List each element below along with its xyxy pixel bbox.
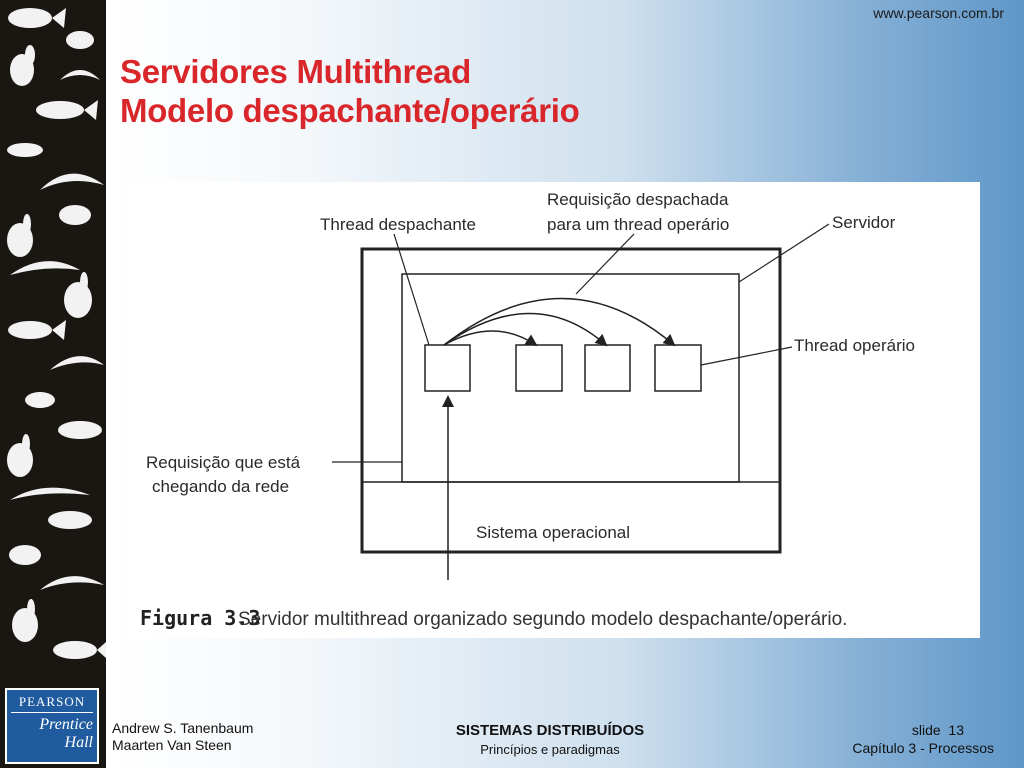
dispatch-arrow-3 [444, 299, 674, 346]
label-thread-operario: Thread operário [794, 336, 915, 355]
publisher-logo [0, 680, 106, 768]
figure-caption-text: Servidor multithread organizado segundo modelo despachante/operário. [238, 609, 848, 630]
dispatch-arrow-1 [444, 331, 536, 345]
footer-author-2: Maarten Van Steen [112, 737, 232, 753]
slide-title [120, 52, 580, 130]
footer-slide-number: slide 13 [911, 722, 964, 738]
publisher-url: www.pearson.com.br [873, 5, 1004, 21]
footer-slide-info [852, 721, 994, 757]
logo-imprint-line1: Prentice [39, 716, 93, 733]
label-requisicao-chegando-2: chegando da rede [152, 477, 290, 496]
dispatcher-thread-box [425, 345, 470, 391]
leader-thread-operario [701, 347, 792, 365]
worker-thread-box-1 [516, 345, 562, 391]
label-sistema-operacional: Sistema operacional [476, 523, 631, 542]
label-thread-despachante: Thread despachante [320, 215, 476, 234]
worker-thread-box-2 [585, 345, 630, 391]
footer-chapter: Capítulo 3 - Processos [852, 740, 994, 756]
label-requisicao-despachada-2: para um thread operário [547, 215, 730, 234]
animal-silhouettes-icon [0, 0, 106, 680]
footer-author-1: Andrew S. Tanenbaum [112, 720, 254, 736]
figure-panel [124, 182, 980, 638]
footer-authors [112, 720, 253, 754]
process-box [402, 274, 739, 482]
dispatch-arrow-2 [444, 314, 606, 346]
title-line-2: Modelo despachante/operário [120, 92, 580, 129]
leader-requisicao-despachada [576, 234, 634, 294]
leader-servidor [739, 224, 829, 282]
label-requisicao-despachada-1: Requisição despachada [547, 190, 729, 209]
logo-imprint-line2: Hall [64, 734, 93, 751]
footer-course-title: SISTEMAS DISTRIBUÍDOS [455, 722, 645, 739]
decorative-animal-strip [0, 0, 106, 680]
logo-divider [11, 712, 93, 713]
leader-thread-despachante [394, 234, 429, 345]
logo-imprint [7, 716, 93, 752]
label-requisicao-chegando-1: Requisição que está [146, 453, 301, 472]
worker-thread-box-3 [655, 345, 701, 391]
label-servidor: Servidor [832, 213, 896, 232]
figure-caption-label: Figura 3.3 [140, 606, 261, 630]
title-line-1: Servidores Multithread [120, 53, 471, 90]
logo-brand: PEARSON [18, 694, 86, 709]
footer-course [420, 722, 680, 757]
dispatcher-worker-diagram [124, 182, 980, 638]
footer-course-subtitle: Princípios e paradigmas [480, 742, 620, 757]
server-outer-box [362, 249, 780, 552]
